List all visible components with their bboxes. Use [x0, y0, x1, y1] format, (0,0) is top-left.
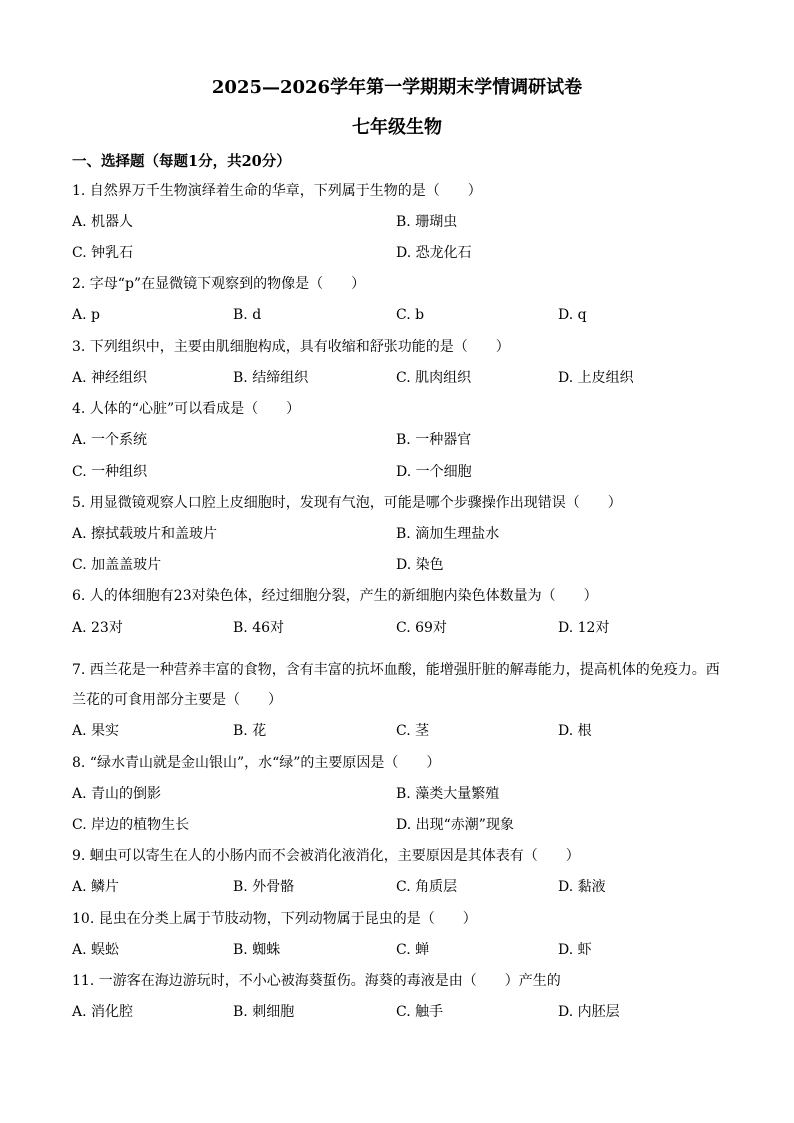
question-11-option-d: D. 内胚层: [558, 1004, 620, 1020]
question-9-option-a: A. 鳞片: [72, 879, 120, 895]
question-7-option-c: C. 茎: [396, 723, 430, 739]
question-6-option-b: B. 46对: [233, 620, 285, 636]
question-2-option-d: D. q: [558, 307, 587, 323]
question-11-stem: 11. 一游客在海边游玩时，不小心被海葵蜇伤。海葵的毒液是由（ ）产生的: [72, 973, 561, 989]
question-4-option-b: B. 一种器官: [396, 432, 472, 448]
question-1-option-a: A. 机器人: [72, 214, 134, 230]
question-9-option-b: B. 外骨骼: [233, 879, 295, 895]
question-11-option-c: C. 触手: [396, 1004, 444, 1020]
question-8-option-c: C. 岸边的植物生长: [72, 817, 190, 833]
question-9-stem: 9. 蛔虫可以寄生在人的小肠内而不会被消化液消化，主要原因是其体表有（ ）: [72, 848, 580, 864]
question-4-option-d: D. 一个细胞: [396, 464, 472, 480]
question-1-option-b: B. 珊瑚虫: [396, 214, 458, 230]
question-7-option-d: D. 根: [558, 723, 592, 739]
question-1-stem: 1. 自然界万千生物演绎着生命的华章，下列属于生物的是（ ）: [72, 183, 482, 199]
question-8-option-a: A. 青山的倒影: [72, 786, 162, 802]
question-1-option-d: D. 恐龙化石: [396, 245, 472, 261]
question-3-option-d: D. 上皮组织: [558, 370, 634, 386]
question-11-option-a: A. 消化腔: [72, 1004, 134, 1020]
question-10-option-c: C. 蝉: [396, 942, 430, 958]
question-2-stem: 2. 字母“p”在显微镜下观察到的物像是（ ）: [72, 276, 366, 292]
question-1-option-c: C. 钟乳石: [72, 245, 134, 261]
question-7-stem-continued: 兰花的可食用部分主要是（ ）: [72, 692, 282, 708]
question-6-option-a: A. 23对: [72, 620, 123, 636]
exam-subtitle: 七年级生物: [352, 117, 442, 138]
question-7-option-a: A. 果实: [72, 723, 120, 739]
question-4-option-a: A. 一个系统: [72, 432, 148, 448]
question-4-stem: 4. 人体的“心脏”可以看成是（ ）: [72, 401, 301, 417]
question-8-option-b: B. 藻类大量繁殖: [396, 786, 500, 802]
question-5-option-b: B. 滴加生理盐水: [396, 526, 500, 542]
question-5-option-c: C. 加盖盖玻片: [72, 557, 162, 573]
question-7-stem: 7. 西兰花是一种营养丰富的食物，含有丰富的抗坏血酸，能增强肝脏的解毒能力，提高机体的免疫力。西: [72, 662, 720, 678]
question-5-option-a: A. 擦拭载玻片和盖玻片: [72, 526, 218, 542]
question-3-option-c: C. 肌肉组织: [396, 370, 472, 386]
question-5-option-d: D. 染色: [396, 557, 444, 573]
question-3-option-b: B. 结缔组织: [233, 370, 309, 386]
question-8-stem: 8. “绿水青山就是金山银山”，水“绿”的主要原因是（ ）: [72, 755, 441, 771]
question-7-option-b: B. 花: [233, 723, 267, 739]
exam-title: 2025—2026学年第一学期期末学情调研试卷: [211, 77, 583, 98]
question-6-stem: 6. 人的体细胞有23对染色体，经过细胞分裂，产生的新细胞内染色体数量为（ ）: [72, 588, 598, 604]
question-9-option-d: D. 黏液: [558, 879, 606, 895]
question-11-option-b: B. 刺细胞: [233, 1004, 295, 1020]
question-2-option-c: C. b: [396, 307, 425, 323]
question-3-option-a: A. 神经组织: [72, 370, 148, 386]
question-5-stem: 5. 用显微镜观察人口腔上皮细胞时，发现有气泡，可能是哪个步骤操作出现错误（ ）: [72, 495, 622, 511]
question-10-option-b: B. 蜘蛛: [233, 942, 281, 958]
question-10-option-a: A. 蜈蚣: [72, 942, 120, 958]
question-2-option-a: A. p: [72, 307, 100, 323]
question-2-option-b: B. d: [233, 307, 262, 323]
question-9-option-c: C. 角质层: [396, 879, 458, 895]
question-6-option-d: D. 12对: [558, 620, 610, 636]
question-8-option-d: D. 出现“赤潮”现象: [396, 817, 514, 833]
question-10-option-d: D. 虾: [558, 942, 592, 958]
question-6-option-c: C. 69对: [396, 620, 447, 636]
question-3-stem: 3. 下列组织中，主要由肌细胞构成，具有收缩和舒张功能的是（ ）: [72, 339, 510, 355]
question-10-stem: 10. 昆虫在分类上属于节肢动物，下列动物属于昆虫的是（ ）: [72, 911, 477, 927]
question-4-option-c: C. 一种组织: [72, 464, 148, 480]
section-heading: 一、选择题（每题1分，共20分）: [72, 153, 291, 170]
